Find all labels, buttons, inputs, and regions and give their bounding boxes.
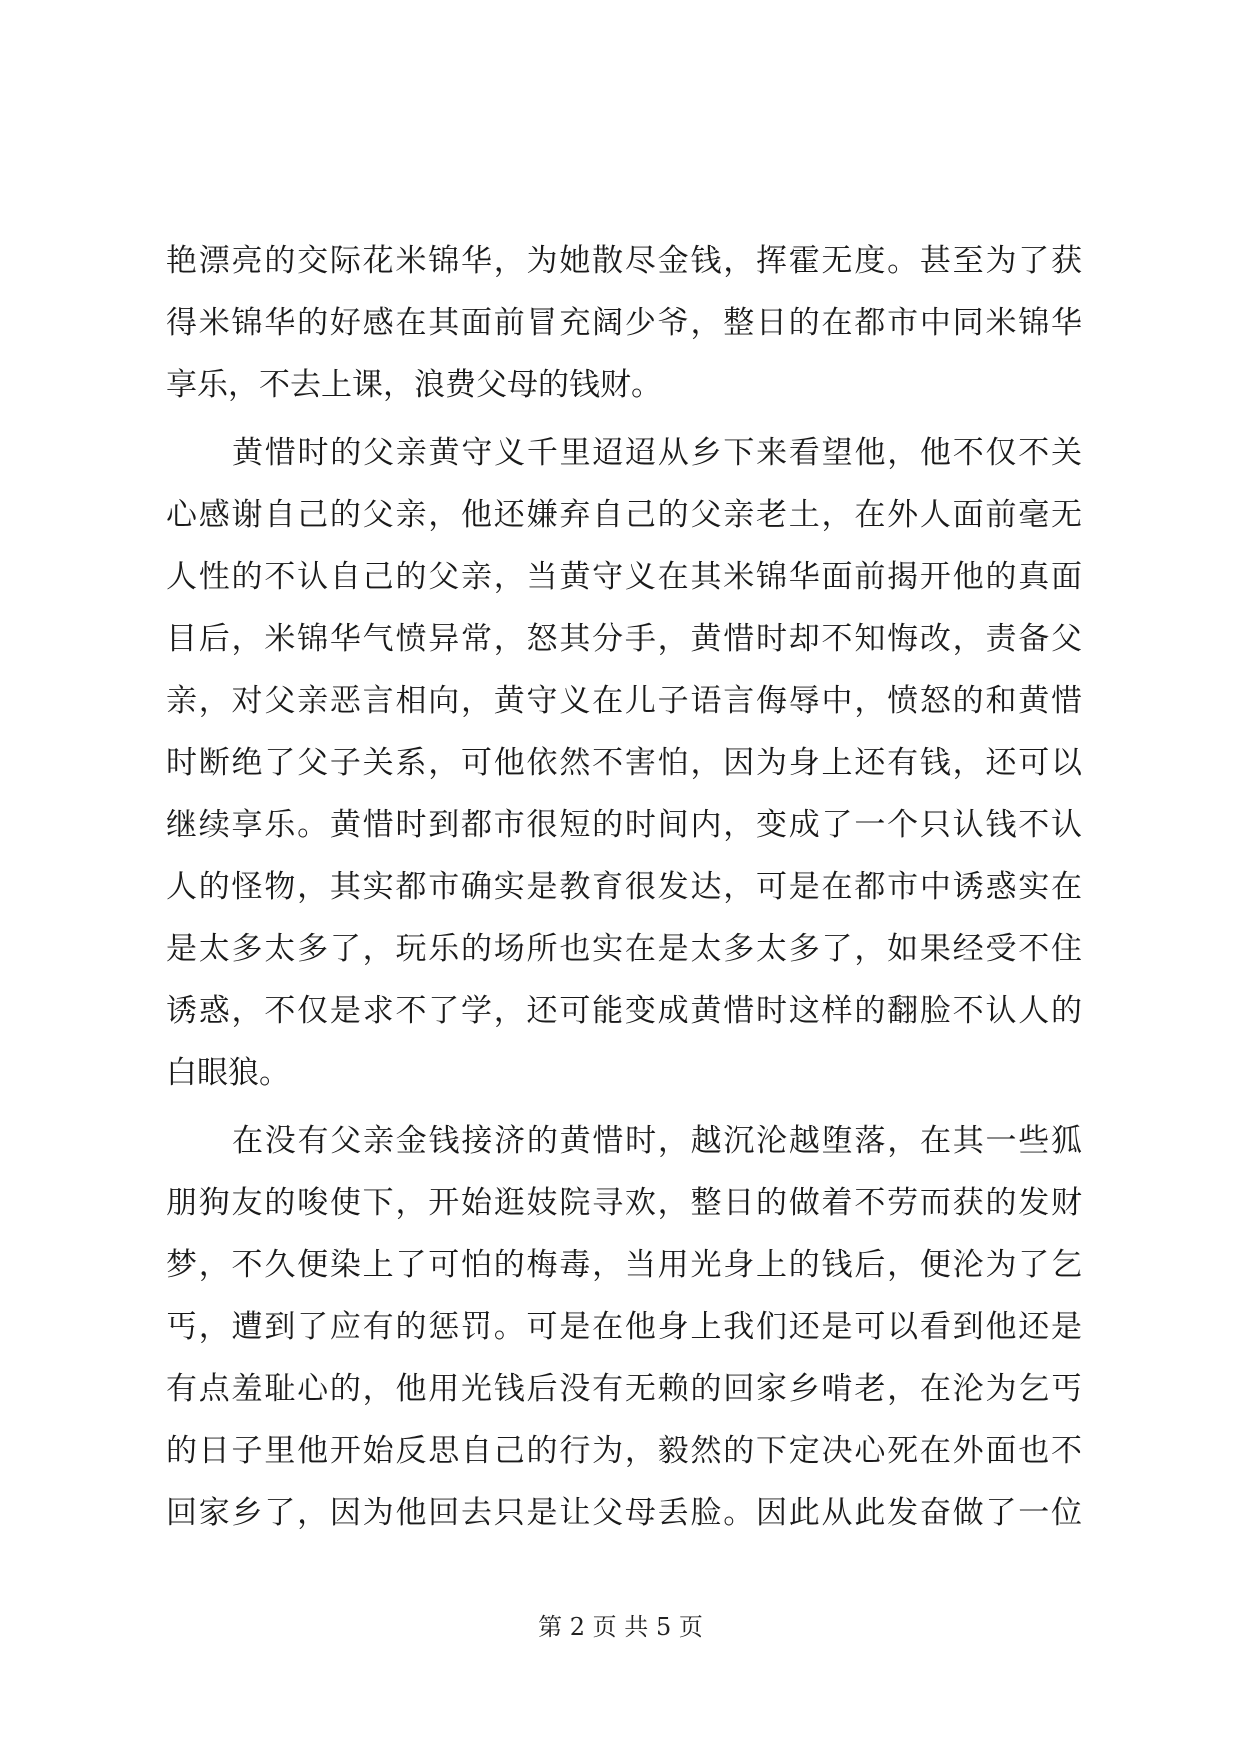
text-line: 梦，不久便染上了可怕的梅毒，当用光身上的钱后，便沦为了乞 xyxy=(166,1247,1082,1283)
text-line: 继续享乐。黄惜时到都市很短的时间内，变成了一个只认钱不认 xyxy=(166,807,1082,843)
text-line: 目后，米锦华气愤异常，怒其分手，黄惜时却不知悔改，责备父 xyxy=(166,621,1082,657)
text-line: 人的怪物，其实都市确实是教育很发达，可是在都市中诱惑实在 xyxy=(166,869,1082,905)
paragraph-2 xyxy=(166,422,1082,1104)
text-line: 回家乡了，因为他回去只是让父母丢脸。因此从此发奋做了一位 xyxy=(166,1495,1082,1531)
text-line: 享乐，不去上课，浪费父母的钱财。 xyxy=(166,367,662,403)
body-text xyxy=(166,230,1082,1544)
text-line: 白眼狼。 xyxy=(166,1055,290,1091)
paragraph-3 xyxy=(166,1110,1082,1544)
page-number-footer: 第 2 页 共 5 页 xyxy=(538,1613,703,1641)
text-line: 在没有父亲金钱接济的黄惜时，越沉沦越堕落，在其一些狐 xyxy=(232,1123,1082,1159)
text-line: 亲，对父亲恶言相向，黄守义在儿子语言侮辱中，愤怒的和黄惜 xyxy=(166,683,1082,719)
text-line: 得米锦华的好感在其面前冒充阔少爷，整日的在都市中同米锦华 xyxy=(166,305,1082,341)
text-line: 丐，遭到了应有的惩罚。可是在他身上我们还是可以看到他还是 xyxy=(166,1309,1082,1345)
text-line: 有点羞耻心的，他用光钱后没有无赖的回家乡啃老，在沦为乞丐 xyxy=(166,1371,1082,1407)
text-line: 心感谢自己的父亲，他还嫌弃自己的父亲老土，在外人面前毫无 xyxy=(166,497,1082,533)
text-line: 是太多太多了，玩乐的场所也实在是太多太多了，如果经受不住 xyxy=(166,931,1082,967)
text-line: 艳漂亮的交际花米锦华，为她散尽金钱，挥霍无度。甚至为了获 xyxy=(166,243,1082,279)
text-line: 朋狗友的唆使下，开始逛妓院寻欢，整日的做着不劳而获的发财 xyxy=(166,1185,1082,1221)
text-line: 诱惑，不仅是求不了学，还可能变成黄惜时这样的翻脸不认人的 xyxy=(166,993,1082,1029)
text-line: 人性的不认自己的父亲，当黄守义在其米锦华面前揭开他的真面 xyxy=(166,559,1082,595)
paragraph-1 xyxy=(166,230,1082,416)
text-line: 时断绝了父子关系，可他依然不害怕，因为身上还有钱，还可以 xyxy=(166,745,1082,781)
text-line: 的日子里他开始反思自己的行为，毅然的下定决心死在外面也不 xyxy=(166,1433,1082,1469)
text-line: 黄惜时的父亲黄守义千里迢迢从乡下来看望他，他不仅不关 xyxy=(232,435,1082,471)
